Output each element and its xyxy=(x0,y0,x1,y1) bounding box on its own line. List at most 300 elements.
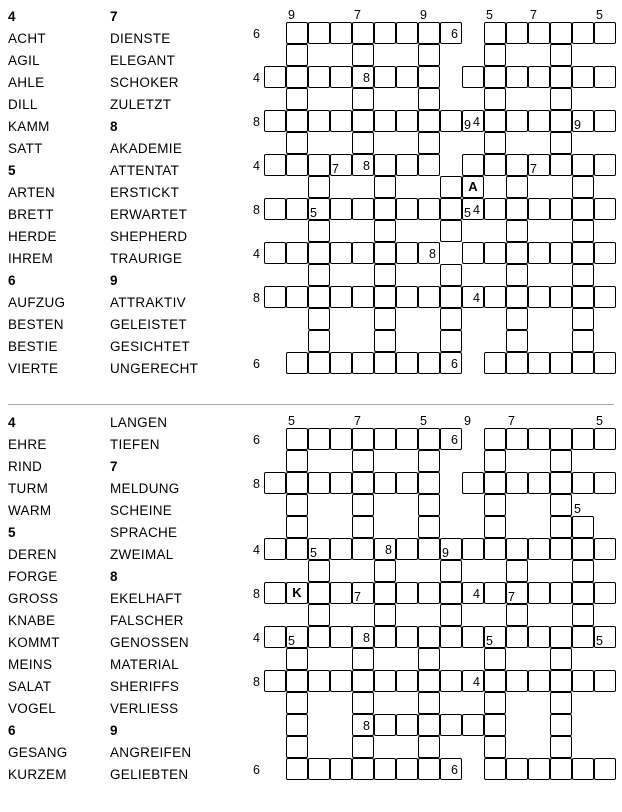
crossword-cell[interactable] xyxy=(374,604,396,626)
crossword-cell[interactable] xyxy=(396,670,418,692)
crossword-cell[interactable] xyxy=(308,626,330,648)
crossword-cell[interactable] xyxy=(506,758,528,780)
crossword-cell[interactable] xyxy=(484,516,506,538)
crossword-cell[interactable] xyxy=(396,428,418,450)
crossword-cell[interactable] xyxy=(286,758,308,780)
crossword-cell[interactable] xyxy=(462,714,484,736)
crossword-cell[interactable] xyxy=(528,670,550,692)
crossword-cell[interactable] xyxy=(572,538,594,560)
crossword-cell[interactable] xyxy=(572,308,594,330)
crossword-cell[interactable] xyxy=(506,330,528,352)
crossword-cell[interactable] xyxy=(308,330,330,352)
crossword-cell[interactable] xyxy=(352,286,374,308)
crossword-cell[interactable] xyxy=(308,560,330,582)
crossword-cell[interactable] xyxy=(506,66,528,88)
crossword-cell[interactable] xyxy=(484,692,506,714)
crossword-cell-prefilled[interactable] xyxy=(286,582,308,604)
crossword-cell[interactable] xyxy=(418,44,440,66)
crossword-cell[interactable] xyxy=(506,626,528,648)
crossword-cell[interactable] xyxy=(352,516,374,538)
crossword-cell[interactable] xyxy=(308,242,330,264)
crossword-cell[interactable] xyxy=(594,352,616,374)
crossword-cell[interactable] xyxy=(484,44,506,66)
crossword-cell[interactable] xyxy=(594,198,616,220)
crossword-cell[interactable] xyxy=(286,110,308,132)
crossword-cell[interactable] xyxy=(484,472,506,494)
crossword-cell[interactable] xyxy=(308,220,330,242)
crossword-cell[interactable] xyxy=(572,176,594,198)
crossword-cell[interactable] xyxy=(572,330,594,352)
crossword-cell[interactable] xyxy=(330,198,352,220)
crossword-cell[interactable] xyxy=(286,736,308,758)
crossword-cell[interactable] xyxy=(396,286,418,308)
crossword-cell[interactable] xyxy=(330,66,352,88)
crossword-cell[interactable] xyxy=(352,670,374,692)
crossword-cell[interactable] xyxy=(440,264,462,286)
crossword-cell[interactable] xyxy=(418,88,440,110)
crossword-cell[interactable] xyxy=(594,110,616,132)
crossword-cell[interactable] xyxy=(374,220,396,242)
crossword-cell[interactable] xyxy=(418,670,440,692)
crossword-cell[interactable] xyxy=(264,670,286,692)
crossword-cell[interactable] xyxy=(286,670,308,692)
crossword-cell[interactable] xyxy=(506,308,528,330)
crossword-cell[interactable] xyxy=(418,516,440,538)
crossword-cell[interactable] xyxy=(352,110,374,132)
crossword-cell[interactable] xyxy=(506,604,528,626)
crossword-cell[interactable] xyxy=(440,582,462,604)
crossword-cell[interactable] xyxy=(484,450,506,472)
crossword-cell[interactable] xyxy=(440,560,462,582)
crossword-cell[interactable] xyxy=(396,242,418,264)
crossword-cell[interactable] xyxy=(572,242,594,264)
crossword-cell[interactable] xyxy=(528,626,550,648)
crossword-cell[interactable] xyxy=(374,758,396,780)
crossword-cell[interactable] xyxy=(330,582,352,604)
crossword-cell[interactable] xyxy=(374,428,396,450)
crossword-cell[interactable] xyxy=(286,472,308,494)
crossword-cell[interactable] xyxy=(308,604,330,626)
crossword-cell[interactable] xyxy=(264,626,286,648)
crossword-cell[interactable] xyxy=(418,472,440,494)
crossword-cell[interactable] xyxy=(594,286,616,308)
crossword-cell[interactable] xyxy=(352,736,374,758)
crossword-cell[interactable] xyxy=(550,494,572,516)
crossword-cell[interactable] xyxy=(506,352,528,374)
crossword-cell[interactable] xyxy=(396,758,418,780)
crossword-cell[interactable] xyxy=(374,308,396,330)
crossword-cell[interactable] xyxy=(308,22,330,44)
crossword-cell[interactable] xyxy=(550,88,572,110)
crossword-cell[interactable] xyxy=(396,352,418,374)
crossword-cell[interactable] xyxy=(352,538,374,560)
crossword-cell[interactable] xyxy=(264,198,286,220)
crossword-cell[interactable] xyxy=(418,450,440,472)
crossword-cell[interactable] xyxy=(352,352,374,374)
crossword-cell[interactable] xyxy=(594,472,616,494)
crossword-cell[interactable] xyxy=(462,154,484,176)
crossword-cell[interactable] xyxy=(440,626,462,648)
crossword-cell[interactable] xyxy=(572,286,594,308)
crossword-cell[interactable] xyxy=(440,604,462,626)
crossword-cell[interactable] xyxy=(352,198,374,220)
crossword-cell[interactable] xyxy=(550,516,572,538)
crossword-cell[interactable] xyxy=(462,66,484,88)
crossword-cell[interactable] xyxy=(572,154,594,176)
crossword-cell[interactable] xyxy=(330,242,352,264)
crossword-cell[interactable] xyxy=(506,472,528,494)
crossword-cell[interactable] xyxy=(330,110,352,132)
crossword-cell[interactable] xyxy=(440,176,462,198)
crossword-cell[interactable] xyxy=(440,714,462,736)
crossword-cell[interactable] xyxy=(418,22,440,44)
crossword-cell[interactable] xyxy=(330,352,352,374)
crossword-cell[interactable] xyxy=(418,494,440,516)
crossword-cell[interactable] xyxy=(462,626,484,648)
crossword-cell[interactable] xyxy=(484,198,506,220)
crossword-cell[interactable] xyxy=(462,472,484,494)
crossword-cell[interactable] xyxy=(550,242,572,264)
crossword-cell[interactable] xyxy=(418,538,440,560)
crossword-cell[interactable] xyxy=(484,582,506,604)
crossword-cell[interactable] xyxy=(594,428,616,450)
crossword-cell[interactable] xyxy=(286,242,308,264)
crossword-cell[interactable] xyxy=(572,472,594,494)
crossword-cell[interactable] xyxy=(308,472,330,494)
crossword-cell[interactable] xyxy=(286,538,308,560)
crossword-cell[interactable] xyxy=(352,648,374,670)
crossword-cell[interactable] xyxy=(484,110,506,132)
crossword-cell[interactable] xyxy=(550,538,572,560)
crossword-cell[interactable] xyxy=(374,264,396,286)
crossword-cell[interactable] xyxy=(440,220,462,242)
crossword-cell[interactable] xyxy=(572,66,594,88)
crossword-cell[interactable] xyxy=(418,198,440,220)
crossword-cell[interactable] xyxy=(506,264,528,286)
crossword-cell[interactable] xyxy=(440,670,462,692)
crossword-cell[interactable] xyxy=(396,110,418,132)
crossword-cell[interactable] xyxy=(528,286,550,308)
crossword-cell[interactable] xyxy=(264,66,286,88)
crossword-cell[interactable] xyxy=(396,582,418,604)
crossword-cell[interactable] xyxy=(330,538,352,560)
crossword-cell[interactable] xyxy=(374,560,396,582)
crossword-cell[interactable] xyxy=(484,670,506,692)
crossword-cell[interactable] xyxy=(506,22,528,44)
crossword-cell[interactable] xyxy=(352,450,374,472)
crossword-cell[interactable] xyxy=(286,352,308,374)
crossword-cell[interactable] xyxy=(374,714,396,736)
crossword-cell[interactable] xyxy=(286,450,308,472)
crossword-cell[interactable] xyxy=(396,22,418,44)
crossword-cell[interactable] xyxy=(264,110,286,132)
crossword-cell[interactable] xyxy=(352,758,374,780)
crossword-cell[interactable] xyxy=(330,626,352,648)
crossword-cell[interactable] xyxy=(550,692,572,714)
crossword-cell[interactable] xyxy=(352,242,374,264)
crossword-cell[interactable] xyxy=(264,242,286,264)
crossword-cell[interactable] xyxy=(550,626,572,648)
crossword-cell[interactable] xyxy=(506,560,528,582)
crossword-cell[interactable] xyxy=(352,88,374,110)
crossword-cell[interactable] xyxy=(528,582,550,604)
crossword-cell[interactable] xyxy=(374,626,396,648)
crossword-cell[interactable] xyxy=(572,220,594,242)
crossword-cell[interactable] xyxy=(286,88,308,110)
crossword-cell[interactable] xyxy=(506,286,528,308)
crossword-cell[interactable] xyxy=(374,242,396,264)
crossword-cell[interactable] xyxy=(550,352,572,374)
crossword-cell[interactable] xyxy=(330,286,352,308)
crossword-cell[interactable] xyxy=(308,154,330,176)
crossword-cell[interactable] xyxy=(396,714,418,736)
crossword-cell[interactable] xyxy=(440,198,462,220)
crossword-cell[interactable] xyxy=(550,714,572,736)
crossword-cell[interactable] xyxy=(484,88,506,110)
crossword-cell[interactable] xyxy=(330,472,352,494)
crossword-cell[interactable] xyxy=(308,176,330,198)
crossword-cell[interactable] xyxy=(594,66,616,88)
crossword-cell[interactable] xyxy=(506,538,528,560)
crossword-cell[interactable] xyxy=(374,110,396,132)
crossword-cell[interactable] xyxy=(528,428,550,450)
crossword-cell[interactable] xyxy=(528,66,550,88)
crossword-cell[interactable] xyxy=(594,582,616,604)
crossword-cell[interactable] xyxy=(506,154,528,176)
crossword-cell[interactable] xyxy=(572,516,594,538)
crossword-cell[interactable] xyxy=(264,286,286,308)
crossword-cell[interactable] xyxy=(374,198,396,220)
crossword-cell[interactable] xyxy=(484,242,506,264)
crossword-cell[interactable] xyxy=(572,198,594,220)
crossword-cell[interactable] xyxy=(572,428,594,450)
crossword-cell[interactable] xyxy=(418,692,440,714)
crossword-cell[interactable] xyxy=(286,286,308,308)
crossword-cell[interactable] xyxy=(550,154,572,176)
crossword-cell[interactable] xyxy=(528,472,550,494)
crossword-cell[interactable] xyxy=(506,110,528,132)
crossword-cell[interactable] xyxy=(594,22,616,44)
crossword-cell[interactable] xyxy=(440,286,462,308)
crossword-cell[interactable] xyxy=(528,538,550,560)
crossword-cell[interactable] xyxy=(572,352,594,374)
crossword-cell[interactable] xyxy=(352,22,374,44)
crossword-cell[interactable] xyxy=(330,670,352,692)
crossword-cell[interactable] xyxy=(550,286,572,308)
crossword-cell[interactable] xyxy=(286,154,308,176)
crossword-cell[interactable] xyxy=(550,648,572,670)
crossword-cell[interactable] xyxy=(352,692,374,714)
crossword-cell[interactable] xyxy=(528,198,550,220)
crossword-cell[interactable] xyxy=(440,308,462,330)
crossword-cell[interactable] xyxy=(374,176,396,198)
crossword-cell[interactable] xyxy=(374,22,396,44)
crossword-cell[interactable] xyxy=(418,758,440,780)
crossword-cell[interactable] xyxy=(572,264,594,286)
crossword-cell[interactable] xyxy=(594,758,616,780)
crossword-cell[interactable] xyxy=(440,110,462,132)
crossword-cell[interactable] xyxy=(352,428,374,450)
crossword-cell[interactable] xyxy=(286,198,308,220)
crossword-cell[interactable] xyxy=(374,330,396,352)
crossword-cell[interactable] xyxy=(418,66,440,88)
crossword-cell[interactable] xyxy=(484,714,506,736)
crossword-cell[interactable] xyxy=(308,428,330,450)
crossword-cell[interactable] xyxy=(418,352,440,374)
crossword-cell[interactable] xyxy=(418,428,440,450)
crossword-cell[interactable] xyxy=(352,494,374,516)
crossword-cell[interactable] xyxy=(572,670,594,692)
crossword-cell[interactable] xyxy=(572,604,594,626)
crossword-cell[interactable] xyxy=(550,132,572,154)
crossword-cell[interactable] xyxy=(264,582,286,604)
crossword-cell[interactable] xyxy=(396,154,418,176)
crossword-cell[interactable] xyxy=(286,648,308,670)
crossword-cell[interactable] xyxy=(506,428,528,450)
crossword-cell[interactable] xyxy=(286,516,308,538)
crossword-cell[interactable] xyxy=(374,670,396,692)
crossword-cell[interactable] xyxy=(550,428,572,450)
crossword-cell[interactable] xyxy=(396,538,418,560)
crossword-cell[interactable] xyxy=(286,494,308,516)
crossword-cell[interactable] xyxy=(352,472,374,494)
crossword-cell[interactable] xyxy=(550,758,572,780)
crossword-cell[interactable] xyxy=(330,758,352,780)
crossword-cell[interactable] xyxy=(550,736,572,758)
crossword-cell[interactable] xyxy=(286,132,308,154)
crossword-cell[interactable] xyxy=(550,66,572,88)
crossword-cell[interactable] xyxy=(418,132,440,154)
crossword-cell[interactable] xyxy=(594,242,616,264)
crossword-cell[interactable] xyxy=(594,154,616,176)
crossword-cell[interactable] xyxy=(484,648,506,670)
crossword-cell[interactable] xyxy=(308,66,330,88)
crossword-cell[interactable] xyxy=(484,22,506,44)
crossword-cell[interactable] xyxy=(484,736,506,758)
clue-number: 8 xyxy=(385,543,392,557)
crossword-cell[interactable] xyxy=(396,626,418,648)
crossword-cell[interactable] xyxy=(418,154,440,176)
crossword-cell[interactable] xyxy=(528,110,550,132)
crossword-cell[interactable] xyxy=(374,286,396,308)
crossword-cell[interactable] xyxy=(374,472,396,494)
crossword-cell[interactable] xyxy=(352,132,374,154)
crossword-cell[interactable] xyxy=(286,22,308,44)
crossword-cell[interactable] xyxy=(418,110,440,132)
crossword-cell[interactable] xyxy=(352,44,374,66)
crossword-cell[interactable] xyxy=(572,560,594,582)
crossword-cell[interactable] xyxy=(264,538,286,560)
crossword-cell[interactable] xyxy=(418,648,440,670)
crossword-cell[interactable] xyxy=(484,154,506,176)
crossword-cell[interactable] xyxy=(440,330,462,352)
crossword-cell[interactable] xyxy=(506,220,528,242)
crossword-cell[interactable] xyxy=(286,692,308,714)
crossword-grid-bottom[interactable] xyxy=(252,412,614,806)
crossword-cell[interactable] xyxy=(484,758,506,780)
crossword-cell[interactable] xyxy=(418,582,440,604)
crossword-cell[interactable] xyxy=(506,670,528,692)
crossword-cell[interactable] xyxy=(528,22,550,44)
crossword-cell[interactable] xyxy=(572,758,594,780)
crossword-cell[interactable] xyxy=(330,22,352,44)
crossword-cell[interactable] xyxy=(484,538,506,560)
crossword-cell[interactable] xyxy=(484,494,506,516)
crossword-cell[interactable] xyxy=(286,714,308,736)
crossword-cell[interactable] xyxy=(286,428,308,450)
crossword-cell[interactable] xyxy=(374,154,396,176)
crossword-cell[interactable] xyxy=(418,714,440,736)
crossword-cell-prefilled[interactable] xyxy=(462,176,484,198)
crossword-cell[interactable] xyxy=(264,472,286,494)
crossword-cell[interactable] xyxy=(374,352,396,374)
crossword-cell[interactable] xyxy=(418,736,440,758)
crossword-cell[interactable] xyxy=(308,286,330,308)
crossword-cell[interactable] xyxy=(396,472,418,494)
crossword-cell[interactable] xyxy=(418,286,440,308)
crossword-cell[interactable] xyxy=(308,352,330,374)
crossword-cell[interactable] xyxy=(550,472,572,494)
crossword-cell[interactable] xyxy=(330,428,352,450)
crossword-cell[interactable] xyxy=(396,66,418,88)
word-group-length: 6 xyxy=(8,723,16,738)
crossword-cell[interactable] xyxy=(572,22,594,44)
crossword-cell[interactable] xyxy=(528,758,550,780)
clue-number: 8 xyxy=(253,587,260,601)
crossword-cell[interactable] xyxy=(286,44,308,66)
crossword-cell[interactable] xyxy=(308,264,330,286)
crossword-cell[interactable] xyxy=(484,352,506,374)
crossword-cell[interactable] xyxy=(572,626,594,648)
crossword-cell[interactable] xyxy=(286,66,308,88)
crossword-cell[interactable] xyxy=(374,66,396,88)
crossword-cell[interactable] xyxy=(506,176,528,198)
crossword-cell[interactable] xyxy=(550,582,572,604)
crossword-cell[interactable] xyxy=(484,66,506,88)
clue-number: 5 xyxy=(464,206,471,220)
crossword-cell[interactable] xyxy=(550,22,572,44)
crossword-cell[interactable] xyxy=(550,670,572,692)
crossword-cell[interactable] xyxy=(594,538,616,560)
crossword-cell[interactable] xyxy=(550,44,572,66)
crossword-cell[interactable] xyxy=(528,352,550,374)
crossword-cell[interactable] xyxy=(572,582,594,604)
crossword-cell[interactable] xyxy=(550,110,572,132)
crossword-cell[interactable] xyxy=(418,626,440,648)
crossword-cell[interactable] xyxy=(308,582,330,604)
crossword-cell[interactable] xyxy=(550,198,572,220)
crossword-cell[interactable] xyxy=(528,242,550,264)
crossword-cell[interactable] xyxy=(396,198,418,220)
crossword-cell[interactable] xyxy=(308,308,330,330)
crossword-cell[interactable] xyxy=(308,670,330,692)
crossword-cell[interactable] xyxy=(484,286,506,308)
word-item: KAMM xyxy=(8,119,50,134)
crossword-cell[interactable] xyxy=(308,758,330,780)
crossword-cell[interactable] xyxy=(484,428,506,450)
crossword-grid-top[interactable] xyxy=(252,6,614,400)
crossword-cell[interactable] xyxy=(594,670,616,692)
crossword-cell[interactable] xyxy=(264,154,286,176)
crossword-cell[interactable] xyxy=(462,538,484,560)
crossword-cell[interactable] xyxy=(462,242,484,264)
crossword-cell[interactable] xyxy=(308,110,330,132)
crossword-cell[interactable] xyxy=(506,198,528,220)
crossword-cell[interactable] xyxy=(550,450,572,472)
crossword-cell[interactable] xyxy=(484,132,506,154)
crossword-cell[interactable] xyxy=(374,582,396,604)
crossword-cell[interactable] xyxy=(506,242,528,264)
